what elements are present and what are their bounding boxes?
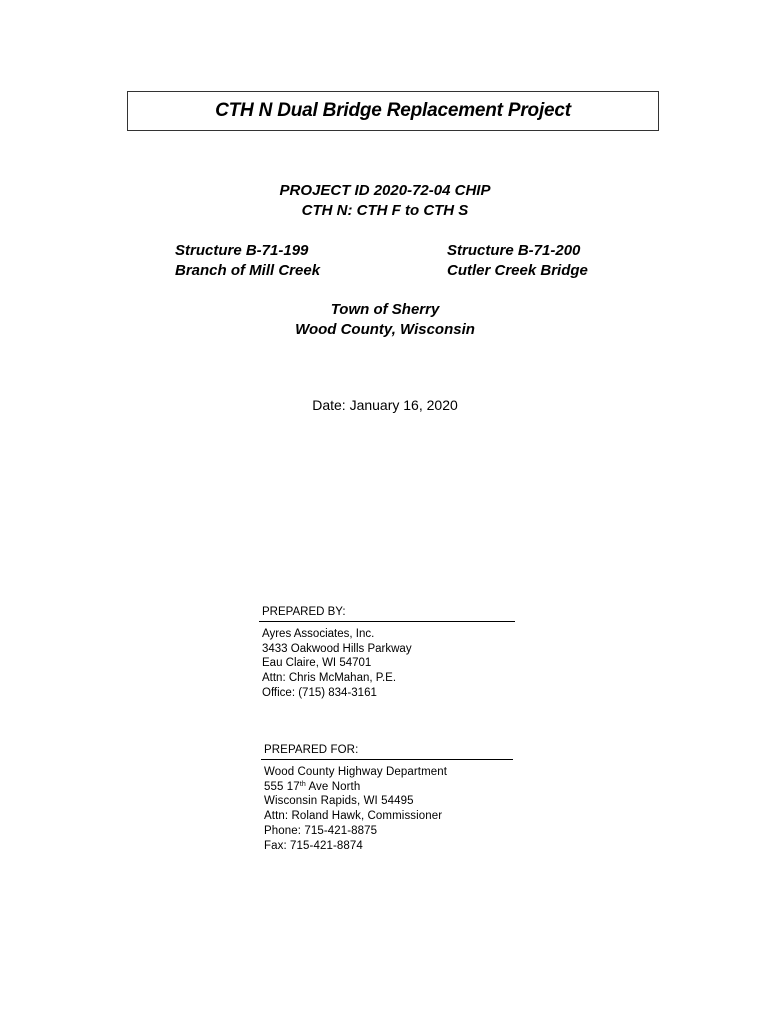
address-line: Attn: Chris McMahan, P.E.: [262, 672, 397, 685]
prepared-by-heading: PREPARED BY:: [259, 605, 515, 622]
prepared-for-heading: PREPARED FOR:: [261, 743, 513, 760]
structure-number: Structure B-71-200: [447, 242, 581, 259]
prepared-by-block: [259, 605, 515, 701]
structure-name: Branch of Mill Creek: [175, 262, 321, 279]
prepared-for-block: [261, 743, 513, 853]
county-line: Wood County, Wisconsin: [295, 321, 475, 338]
address-line: Wisconsin Rapids, WI 54495: [264, 795, 414, 808]
address-line: Ayres Associates, Inc.: [262, 628, 375, 640]
address-line: Wood County Highway Department: [264, 766, 448, 778]
address-line: Phone: 715-421-8875: [264, 824, 378, 837]
address-line: [264, 780, 513, 795]
town-line: Town of Sherry: [330, 301, 440, 318]
prepared-for-lines: [261, 760, 513, 853]
prepared-by-lines: [259, 622, 515, 701]
address-line: Eau Claire, WI 54701: [262, 657, 372, 670]
project-route-line: CTH N: CTH F to CTH S: [301, 202, 469, 219]
address-number: 555 17: [264, 780, 300, 793]
structure-name: Cutler Creek Bridge: [447, 262, 588, 279]
location-block: [0, 300, 770, 340]
address-line: Office: (715) 834-3161: [262, 686, 377, 699]
address-street: Ave North: [305, 780, 361, 793]
date-line: Date: January 16, 2020: [312, 397, 458, 413]
address-line: Fax: 715-421-8874: [264, 839, 363, 852]
structure-right: [447, 241, 588, 281]
document-title: CTH N Dual Bridge Replacement Project: [215, 100, 571, 121]
address-line: 3433 Oakwood Hills Parkway: [262, 642, 412, 655]
ordinal-suffix: th: [299, 780, 306, 788]
project-id-line: PROJECT ID 2020-72-04 CHIP: [279, 182, 491, 199]
structure-left: [175, 241, 320, 281]
title-box: [127, 91, 659, 131]
structure-number: Structure B-71-199: [175, 242, 309, 259]
address-line: Attn: Roland Hawk, Commissioner: [264, 810, 443, 823]
project-id-block: [0, 181, 770, 221]
